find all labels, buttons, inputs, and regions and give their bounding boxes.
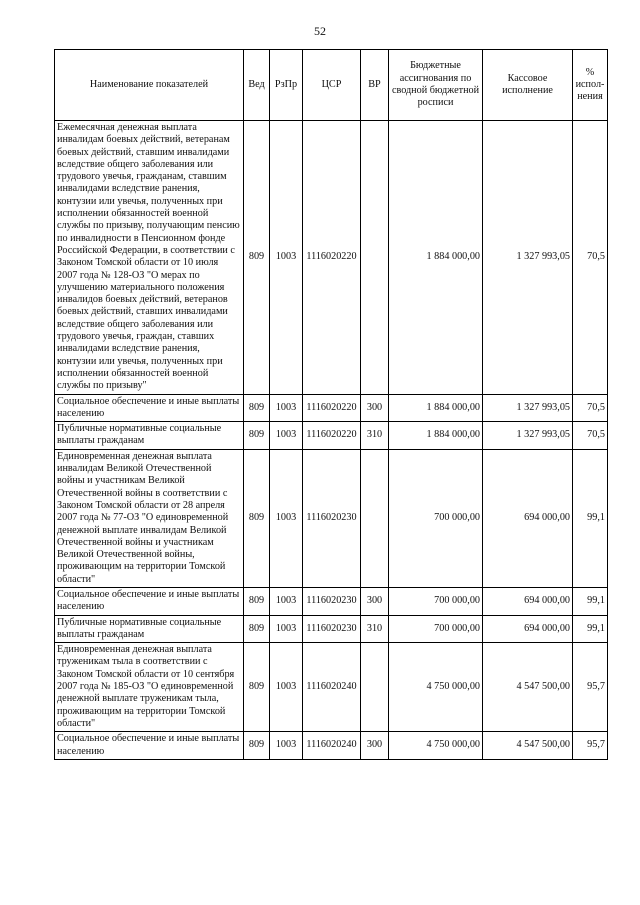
row-cash: 694 000,00	[483, 587, 573, 615]
row-ved: 809	[244, 732, 270, 760]
row-cash: 4 547 500,00	[483, 643, 573, 732]
row-pct: 95,7	[573, 732, 608, 760]
row-pct: 95,7	[573, 643, 608, 732]
table-row	[55, 422, 608, 450]
row-rzpr: 1003	[270, 643, 303, 732]
row-vr: 310	[361, 615, 389, 643]
row-vr: 300	[361, 587, 389, 615]
row-pct: 99,1	[573, 449, 608, 587]
row-budget: 1 884 000,00	[389, 121, 483, 395]
row-ved: 809	[244, 121, 270, 395]
header-pct: % испол-нения	[573, 50, 608, 121]
row-rzpr: 1003	[270, 394, 303, 422]
table-row	[55, 732, 608, 760]
row-vr	[361, 449, 389, 587]
row-rzpr: 1003	[270, 587, 303, 615]
row-csr: 1116020230	[303, 587, 361, 615]
header-cash: Кассовое исполнение	[483, 50, 573, 121]
row-name: Социальное обеспечение и иные выплаты населению	[55, 394, 244, 422]
page-number: 52	[314, 24, 326, 38]
row-budget: 700 000,00	[389, 449, 483, 587]
table-row	[55, 615, 608, 643]
row-pct: 70,5	[573, 422, 608, 450]
budget-execution-table	[54, 49, 608, 760]
table-row	[55, 121, 608, 395]
row-name: Публичные нормативные социальные выплаты гражданам	[55, 422, 244, 450]
row-ved: 809	[244, 643, 270, 732]
row-budget: 700 000,00	[389, 615, 483, 643]
row-csr: 1116020220	[303, 121, 361, 395]
row-csr: 1116020240	[303, 643, 361, 732]
row-vr: 300	[361, 732, 389, 760]
table-row	[55, 394, 608, 422]
row-vr	[361, 643, 389, 732]
row-ved: 809	[244, 587, 270, 615]
table-row	[55, 643, 608, 732]
row-cash: 1 327 993,05	[483, 422, 573, 450]
row-cash: 694 000,00	[483, 615, 573, 643]
row-rzpr: 1003	[270, 449, 303, 587]
row-vr: 300	[361, 394, 389, 422]
row-name: Публичные нормативные социальные выплаты гражданам	[55, 615, 244, 643]
row-budget: 1 884 000,00	[389, 394, 483, 422]
row-name: Единовременная денежная выплата инвалидам Великой Отечественной войны и участникам Великой Отечественной войны в соответствии с Законом Томской области от 28 апреля 2007 года № 77-ОЗ "О единовременной денежной выплате инвалидам Великой Отечественной войны и участникам Великой Отечественной войны, проживающим на территории Томской области"	[55, 449, 244, 587]
row-name: Социальное обеспечение и иные выплаты населению	[55, 587, 244, 615]
header-rzpr: РзПр	[270, 50, 303, 121]
row-budget: 700 000,00	[389, 587, 483, 615]
row-cash: 4 547 500,00	[483, 732, 573, 760]
header-vr: ВР	[361, 50, 389, 121]
row-budget: 4 750 000,00	[389, 732, 483, 760]
table-header-row	[55, 50, 608, 121]
row-rzpr: 1003	[270, 732, 303, 760]
row-cash: 1 327 993,05	[483, 394, 573, 422]
row-vr: 310	[361, 422, 389, 450]
row-csr: 1116020230	[303, 615, 361, 643]
row-ved: 809	[244, 615, 270, 643]
row-csr: 1116020230	[303, 449, 361, 587]
row-cash: 1 327 993,05	[483, 121, 573, 395]
table-row	[55, 587, 608, 615]
row-cash: 694 000,00	[483, 449, 573, 587]
row-pct: 99,1	[573, 587, 608, 615]
row-name: Единовременная денежная выплата труженикам тыла в соответствии с Законом Томской области от 10 сентября 2007 года № 185-ОЗ "О единовременной денежной выплате труженикам тыла, проживающим на территории Томской области"	[55, 643, 244, 732]
row-ved: 809	[244, 394, 270, 422]
row-budget: 1 884 000,00	[389, 422, 483, 450]
row-csr: 1116020220	[303, 394, 361, 422]
header-budget: Бюджетные ассигнования по сводной бюджетной росписи	[389, 50, 483, 121]
header-ved: Вед	[244, 50, 270, 121]
header-name: Наименование показателей	[55, 50, 244, 121]
row-csr: 1116020240	[303, 732, 361, 760]
row-pct: 99,1	[573, 615, 608, 643]
row-rzpr: 1003	[270, 615, 303, 643]
row-budget: 4 750 000,00	[389, 643, 483, 732]
row-ved: 809	[244, 449, 270, 587]
header-csr: ЦСР	[303, 50, 361, 121]
row-vr	[361, 121, 389, 395]
row-pct: 70,5	[573, 121, 608, 395]
row-rzpr: 1003	[270, 121, 303, 395]
row-name: Социальное обеспечение и иные выплаты населению	[55, 732, 244, 760]
row-ved: 809	[244, 422, 270, 450]
row-pct: 70,5	[573, 394, 608, 422]
row-name: Ежемесячная денежная выплата инвалидам боевых действий, ветеранам боевых действий, ставшим инвалидами вследствие общего заболевания или трудового увечья, гражданам, ставшим инвалидами вследствие ранения, контузии или увечья, полученных при исполнении обязанностей военной службы по призыву, получающим пенсию по инвалидности в Пенсионном фонде Российской Федерации, в соответствии с Законом Томской области от 10 июля 2007 года № 128-ОЗ "О мерах по улучшению материального положения инвалидов боевых действий, ветеранов боевых действий, ставших инвалидами вследствие общего заболевания или трудового увечья, граждан, ставших инвалидами вследствие ранения, контузии или увечья, полученных при исполнении обязанностей военной службы по призыву"	[55, 121, 244, 395]
row-rzpr: 1003	[270, 422, 303, 450]
table-row	[55, 449, 608, 587]
row-csr: 1116020220	[303, 422, 361, 450]
